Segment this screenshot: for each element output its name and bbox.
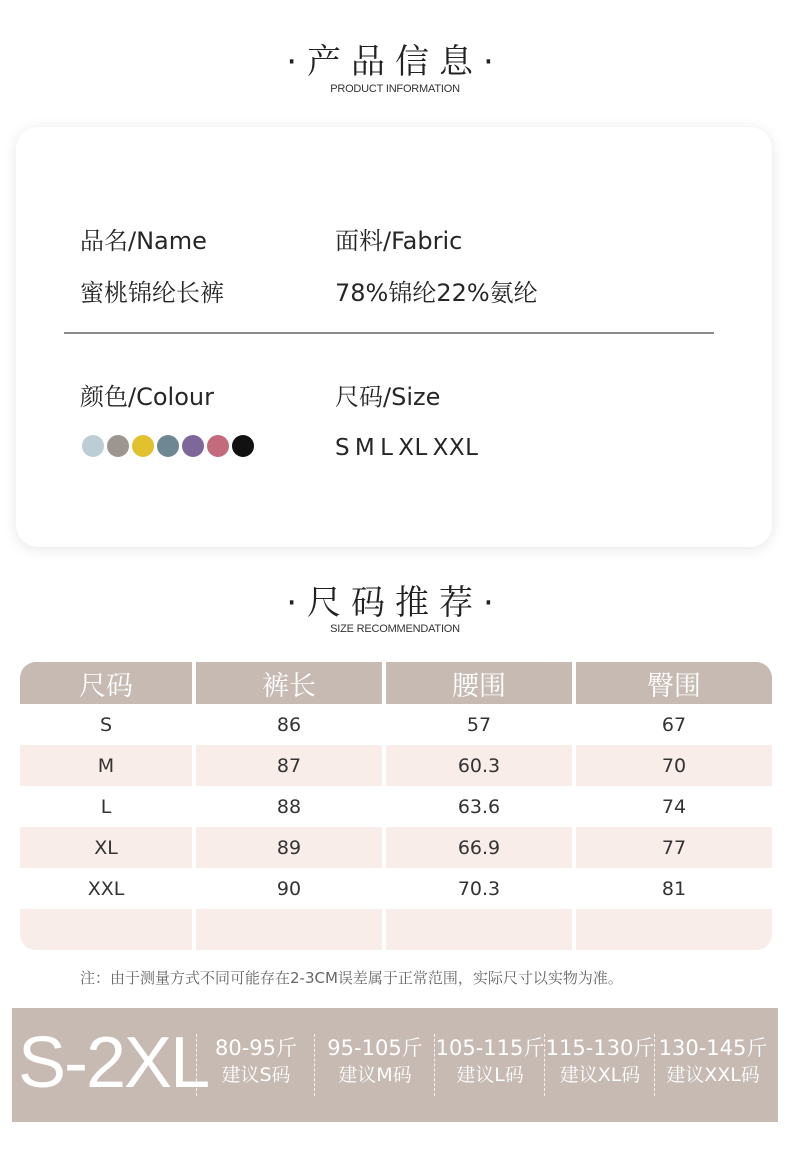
weight-range: 95-105斤 <box>327 1036 423 1060</box>
cell-waist: 70.3 <box>386 868 576 909</box>
weight-range: 80-95斤 <box>214 1036 298 1060</box>
name-value: 蜜桃锦纶长裤 <box>80 279 224 307</box>
size-suggestion: 建议M码 <box>338 1064 412 1086</box>
info-divider <box>64 332 714 334</box>
weight-banner <box>12 1008 778 1122</box>
weight-band <box>434 1034 545 1096</box>
header-length: 裤长 <box>196 662 386 704</box>
fabric-value: 78%锦纶22%氨纶 <box>335 279 538 307</box>
cell-waist <box>386 909 576 950</box>
cell-length <box>196 909 386 950</box>
colour-swatch[interactable] <box>232 435 254 457</box>
size-range: S-2XL <box>18 1023 209 1103</box>
weight-band <box>196 1034 315 1096</box>
header-size: 尺码 <box>20 662 196 704</box>
cell-waist: 57 <box>386 704 576 745</box>
product-info-title: ·产品信息· <box>286 42 504 82</box>
colour-swatch[interactable] <box>207 435 229 457</box>
cell-waist: 66.9 <box>386 827 576 868</box>
colour-swatch[interactable] <box>82 435 104 457</box>
cell-waist: 60.3 <box>386 745 576 786</box>
cell-size: XXL <box>20 868 196 909</box>
weight-band <box>544 1034 655 1096</box>
colour-label: 颜色/Colour <box>80 383 214 411</box>
cell-size: L <box>20 786 196 827</box>
cell-size: M <box>20 745 196 786</box>
colour-swatch[interactable] <box>182 435 204 457</box>
table-header-row <box>20 662 772 704</box>
product-info-subtitle: PRODUCT INFORMATION <box>330 83 460 95</box>
weight-range: 105-115斤 <box>435 1036 545 1060</box>
table-row <box>20 827 772 868</box>
colour-swatch[interactable] <box>132 435 154 457</box>
table-row <box>20 704 772 745</box>
weight-band <box>314 1034 435 1096</box>
name-label: 品名/Name <box>80 227 207 255</box>
cell-length: 86 <box>196 704 386 745</box>
cell-size <box>20 909 196 950</box>
cell-hip: 67 <box>661 713 687 736</box>
cell-size: S <box>20 704 196 745</box>
colour-swatch[interactable] <box>157 435 179 457</box>
table-row <box>20 909 772 950</box>
cell-length: 88 <box>196 786 386 827</box>
product-info-card <box>16 127 772 547</box>
size-label: 尺码/Size <box>335 383 441 411</box>
fabric-label: 面料/Fabric <box>335 227 463 255</box>
weight-band <box>654 1034 771 1096</box>
cell-length: 89 <box>196 827 386 868</box>
header-hip: 臀围 <box>576 662 772 704</box>
size-recommendation-subtitle: SIZE RECOMMENDATION <box>330 623 460 635</box>
weight-range: 115-130斤 <box>545 1036 655 1060</box>
cell-hip: 77 <box>576 827 772 868</box>
colour-swatches <box>82 435 254 457</box>
table-row <box>20 868 772 909</box>
cell-hip: 74 <box>661 795 687 818</box>
size-table <box>20 662 772 950</box>
cell-length: 87 <box>196 745 386 786</box>
cell-waist: 63.6 <box>386 786 576 827</box>
cell-hip <box>576 909 772 950</box>
cell-hip: 81 <box>661 877 687 900</box>
weight-range: 130-145斤 <box>658 1036 768 1060</box>
cell-hip: 70 <box>576 745 772 786</box>
cell-size: XL <box>20 827 196 868</box>
size-suggestion: 建议S码 <box>221 1064 291 1086</box>
table-row <box>20 786 772 827</box>
header-waist: 腰围 <box>386 662 576 704</box>
size-suggestion: 建议L码 <box>456 1064 524 1086</box>
table-row <box>20 745 772 786</box>
cell-length: 90 <box>196 868 386 909</box>
colour-swatch[interactable] <box>107 435 129 457</box>
size-value: S M L XL XXL <box>335 435 479 461</box>
size-suggestion: 建议XL码 <box>559 1064 641 1086</box>
size-suggestion: 建议XXL码 <box>666 1064 760 1086</box>
size-recommendation-title: ·尺码推荐· <box>286 583 504 623</box>
measurement-note: 注：由于测量方式不同可能存在2-3CM误差属于正常范围，实际尺寸以实物为准。 <box>80 969 623 987</box>
